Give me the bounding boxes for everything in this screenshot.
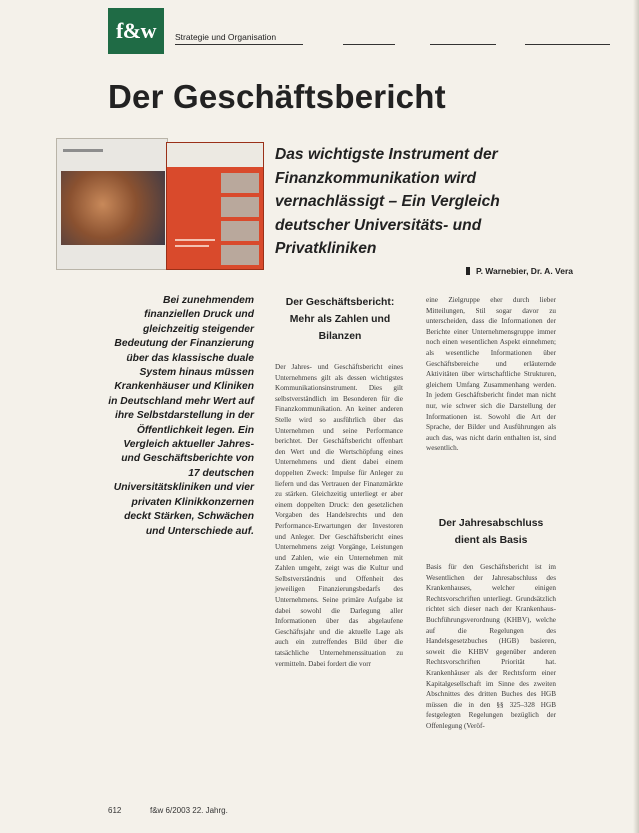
body-column-3-top — [426, 295, 556, 454]
report-cover-image-1 — [56, 138, 168, 270]
page-number: 612 — [108, 806, 122, 815]
header-rule — [175, 44, 303, 45]
cover-header-line — [63, 149, 103, 152]
cover-text-line — [175, 239, 215, 241]
body-column-2 — [275, 362, 403, 669]
body-text: eine Zielgruppe eher durch lieber Mitteilungen, Stil sogar davor zu unterscheiden, dass die Informationen der Berichte einer Unternehmensgruppe immer noch einen wesentlichen Aspekt einnehmen; als wesentliche Informationen über Geschäftsbereiche und erläuternde Aktivitäten über wirtschaftliche Strukturen, gleichem Umfang Zusammenhang werden. In jedem Geschäftsbericht findet man nicht nur, wie schwer sich die Darstellung der Informationen ist. Sowohl die Art der Sprache, der Bilder und Ausführungen als auch das, was nicht darin enthalten ist, sind wesentlich. — [426, 296, 556, 453]
authors — [466, 266, 573, 276]
header-rule — [525, 44, 610, 45]
lead-paragraph: Bei zunehmendem finanziellen Druck und gleichzeitig steigender Bedeutung der Finanzierung über das klassische duale System hinaus müssen Krankenhäuser und Kliniken in Deutschland mehr Wert auf ihre Selbstdarstellung in der Öffentlichkeit legen. Ein Vergleich aktueller Jahres- und Geschäftsberichte von 17 deutschen Universitätskliniken und vier privaten Klinikkonzernen deckt Stärken, Schwächen und Unterschiede auf. — [108, 295, 254, 537]
section-label: Strategie und Organisation — [175, 32, 277, 42]
article-subtitle: Das wichtigste Instrument der Finanzkommunikation wird vernachlässigt – Ein Vergleich deutscher Universitäts- und Privatkliniken — [275, 146, 500, 257]
article-title: Der Geschäftsbericht — [108, 78, 446, 115]
body-column-3-bottom — [426, 562, 556, 732]
report-cover-image-2 — [166, 142, 264, 270]
cover-text-line — [175, 245, 209, 247]
section-heading-1: Der Geschäftsbericht: Mehr als Zahlen und Bilanzen — [285, 297, 395, 342]
author-names: P. Warnebier, Dr. A. Vera — [476, 266, 574, 276]
body-text: Der Jahres- und Geschäftsbericht eines Unternehmens gilt als dessen wichtigstes Kommunikationsinstrument. Dies gilt selbstverständlich im Besonderen für die Finanzkommunikation. An keiner anderen Stelle wird so ausführlich über das Unternehmen und seine Performance berichtet. Der Geschäftsbericht offenbart den Wert und die Wertschöpfung eines Unternehmens und dient dabei einem doppelten Zweck: Impulse für Anleger zu liefern und das Vertrauen der Finanzmärkte zu stärken. Gleichzeitig unterliegt er aber einem doppelten Druck: den gesetzlichen Vorgaben des Handelsrechts und den Performance-Erwartungen der Investoren und Anleger. Der Geschäftsbericht eines Unternehmens zeigt Vorgänge, Leistungen und Zahlen, wie ein Unternehmen mit Zahlen umgeht, zeigt was die Kultur und Selbstverständnis und Offenheit des jeweiligen Finanzierungsbedarfs des Unternehmens. Seine primäre Aufgabe ist dabei sowohl die Darlegung aller Informationen über das abgelaufene Geschäftsjahr und die aktuelle Lage als auch ein zutreffendes Bild über die tatsächliche Unternehmenssituation zu vermitteln. Dabei fordert die vorr — [275, 363, 403, 668]
header-rule — [343, 44, 395, 45]
journal-issue: f&w 6/2003 22. Jahrg. — [150, 806, 228, 815]
journal-logo: f&w — [108, 8, 164, 54]
cover-header-strip — [167, 143, 263, 167]
cover-thumbnails — [221, 173, 259, 265]
cover-photo — [61, 171, 165, 245]
author-marker — [466, 267, 470, 275]
body-text: Basis für den Geschäftsbericht ist im Wesentlichen der Jahresabschluss des Krankenhauses, welcher einigen Rechtsvorschriften unterliegt. Grundsätzlich richtet sich dieser nach der Krankenhaus-Buchführungsverordnung (KHBV), welche auf die Regelungen des Handelsgesetzbuches (HGB) basieren, soweit die KHBV gegenüber anderen Rechtsvorschriften Priorität hat. Krankenhäuser als der Rechtsform einer Kapitalgesellschaft im Sinne des zweiten Abschnittes des dritten Buches des HGB müssen die in den §§ 325–328 HGB festgelegten Regelungen bezüglich der Offenlegung (Veröf- — [426, 563, 556, 730]
header-rule — [430, 44, 496, 45]
scan-edge-shadow — [633, 0, 639, 833]
section-heading-2: Der Jahresabschluss dient als Basis — [438, 518, 544, 546]
